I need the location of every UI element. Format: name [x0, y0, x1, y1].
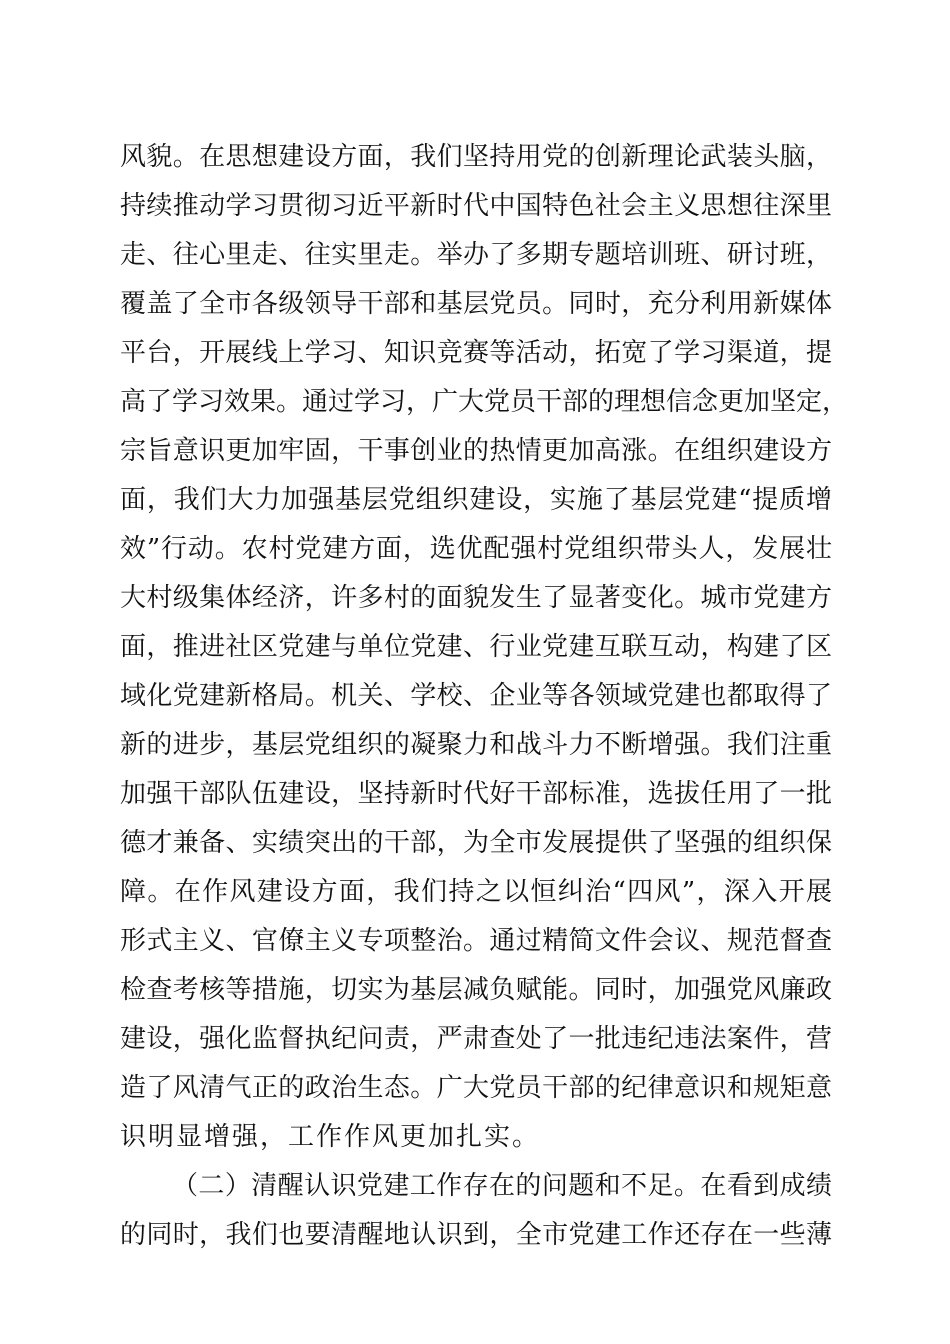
- body-text-line: 检查考核等措施，切实为基层减负赋能。同时，加强党风廉政: [120, 975, 832, 1005]
- body-text-line: 形式主义、官僚主义专项整治。通过精简文件会议、规范督查: [120, 926, 832, 956]
- body-text-line: 的同时，我们也要清醒地认识到，全市党建工作还存在一些薄: [120, 1220, 832, 1250]
- paragraph-end-line: 识明显增强，工作作风更加扎实。: [120, 1122, 541, 1152]
- body-text-line: 宗旨意识更加牢固，干事创业的热情更加高涨。在组织建设方: [120, 436, 832, 466]
- body-text-line: 域化党建新格局。机关、学校、企业等各领域党建也都取得了: [120, 681, 832, 711]
- body-text-line: 风貌。在思想建设方面，我们坚持用党的创新理论武装头脑，: [120, 142, 832, 172]
- body-text-line: 建设，强化监督执纪问责，严肃查处了一批违纪违法案件，营: [120, 1024, 832, 1054]
- body-text-line: 新的进步，基层党组织的凝聚力和战斗力不断增强。我们注重: [120, 730, 832, 760]
- body-text-line: 走、往心里走、往实里走。举办了多期专题培训班、研讨班，: [120, 240, 832, 270]
- body-text-line: 面，我们大力加强基层党组织建设，实施了基层党建“提质增: [120, 485, 832, 515]
- body-text-line: 大村级集体经济，许多村的面貌发生了显著变化。城市党建方: [120, 583, 832, 613]
- section-heading-line: （二）清醒认识党建工作存在的问题和不足。在看到成绩: [172, 1171, 832, 1201]
- body-text-line: 造了风清气正的政治生态。广大党员干部的纪律意识和规矩意: [120, 1073, 832, 1103]
- body-text-line: 面，推进社区党建与单位党建、行业党建互联互动，构建了区: [120, 632, 832, 662]
- body-text-line: 覆盖了全市各级领导干部和基层党员。同时，充分利用新媒体: [120, 289, 832, 319]
- body-text-line: 平台，开展线上学习、知识竞赛等活动，拓宽了学习渠道，提: [120, 338, 832, 368]
- body-text-line: 障。在作风建设方面，我们持之以恒纠治“四风”，深入开展: [120, 877, 832, 907]
- body-text-line: 德才兼备、实绩突出的干部，为全市发展提供了坚强的组织保: [120, 828, 832, 858]
- body-text-line: 高了学习效果。通过学习，广大党员干部的理想信念更加坚定，: [120, 387, 849, 417]
- body-text-line: 效”行动。农村党建方面，选优配强村党组织带头人，发展壮: [120, 534, 832, 564]
- body-text-line: 持续推动学习贯彻习近平新时代中国特色社会主义思想往深里: [120, 191, 832, 221]
- body-text-line: 加强干部队伍建设，坚持新时代好干部标准，选拔任用了一批: [120, 779, 832, 809]
